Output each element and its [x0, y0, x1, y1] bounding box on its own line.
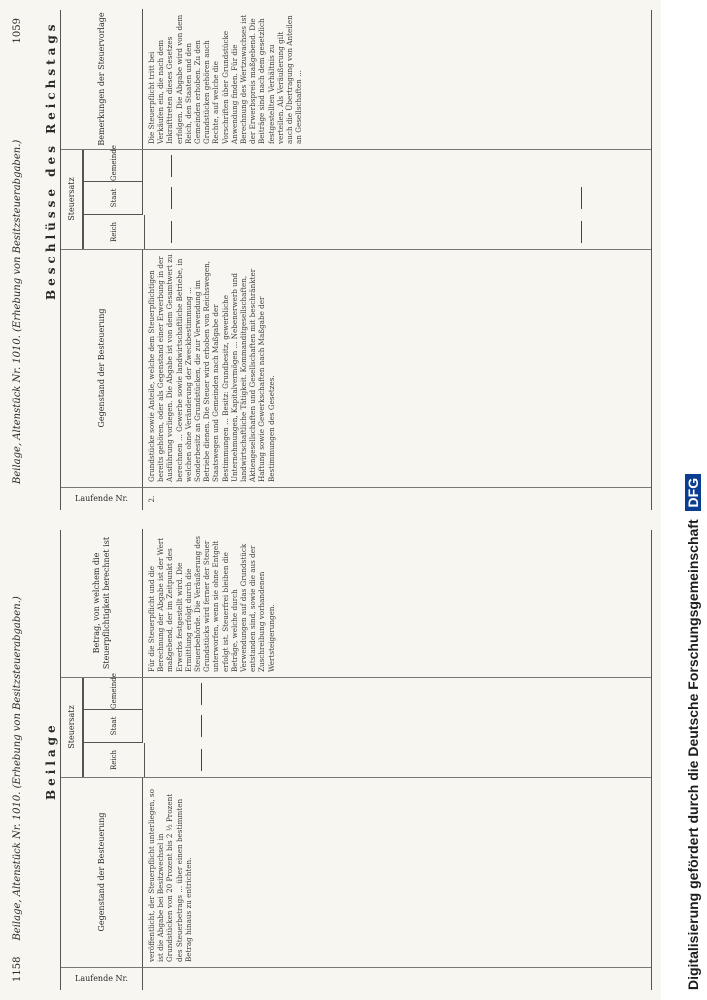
right-col-bemerkungen [61, 9, 651, 150]
left-gemeinde-head: Gemeinde [83, 677, 143, 710]
right-reich-head: Reich [83, 215, 145, 249]
right-bemerkungen-text: Die Steuerpflicht tritt bei Verkäufen ein, die nach dem Inkrafttreten dieses Gesetzes erfolgen. Die Abgabe wird von dem Reich, den Staaten und den Gemeinden erhoben. Zu den Grundstücken gehören auch Rechte, auf welche die Vorschriften über Grundstücke Anwendung finden. Für die Berechnung des Wertzuwachses ist der Erwerbspreis maßgebend. Die Beiträge sind nach dem gesetzlich festgestellten Verhältnis zu verteilen. Als Veräußerung gilt auch die Übertragung von Anteilen an Gesellschaften ... [147, 14, 304, 144]
left-gemeinde-dash [201, 683, 202, 705]
left-table [60, 530, 652, 990]
right-gemeinde-dash [171, 155, 172, 177]
right-steuersatz-head: Steuersatz [61, 149, 83, 249]
right-staat-dash [171, 187, 172, 209]
right-staat-dash-2 [581, 187, 582, 209]
dfg-logo-badge: DFG [685, 474, 701, 512]
dfg-credit-label: Digitalisierung gefördert durch die Deutsche Forschungsgemeinschaft [685, 519, 701, 990]
left-staat-dash [201, 715, 202, 737]
right-gemeinde-head: Gemeinde [83, 149, 143, 182]
left-gegenstand-text: veröffentlicht, der Steuerpflicht unterliegen, so ist die Abgabe bei Besitzwechsel in Grundstücken von 20 Prozent bis 2 ½ Prozent des Steuerbetrags ... über einen bestimmten Betrag hinaus zu entrichten. [147, 789, 193, 962]
page-header [8, 18, 26, 982]
left-reich-head: Reich [83, 743, 145, 777]
left-betrag-text: Für die Steuerpflicht und die Berechnung der Abgabe ist der Wert maßgebend, der im Zeitpunkt des Erwerbs festgestellt wird. Die Ermittlung erfolgt durch die Steuerbehörde. Die Veräußerung des Grundstücks wird ferner der Steuer unterworfen, wenn sie ohne Entgelt erfolgt ist. Steuerfrei bleiben die Beträge, welche durch Verwendungen auf das Grundstück entstanden sind, sowie die aus der Zuschreibung vorhandenen Wertsteigerungen. [147, 536, 276, 672]
right-reich-dash [171, 221, 172, 243]
right-staat-head: Staat [83, 182, 143, 215]
dfg-credit-text [685, 10, 701, 990]
right-col-nr-head: Laufende Nr. [61, 488, 143, 510]
left-col-betrag-head: Betrag, von welchem die Steuerpflichtigkeit berechnet ist [61, 529, 143, 677]
right-reich-dash-2 [581, 221, 582, 243]
left-running-title: Beilage, Altenstück Nr. 1010. (Erhebung von Besitzsteuerabgaben.) [11, 596, 23, 941]
left-reich-dash [201, 749, 202, 771]
left-col-gegenstand [61, 777, 651, 968]
right-page-number: 1059 [11, 18, 23, 44]
right-running-title: Beilage, Altenstück Nr. 1010. (Erhebung von Besitzsteuerabgaben.) [11, 139, 23, 484]
left-half-title: Beilage [44, 721, 58, 800]
left-col-betrag [61, 529, 651, 678]
right-col-gegenstand [61, 249, 651, 488]
left-col-nr-head: Laufende Nr. [61, 968, 143, 990]
right-gegenstand-text: Grundstücke sowie Anteile, welche dem Steuerpflichtigen bereits gehören, oder als Gegenstand einer Erwerbung in der Ausführung vorliegen. Die Abgabe ist von dem Gesamtwert zu berechnen ... Gewerbe sowie landwirtschaftliche Betriebe, in welchen ohne Veränderung der Zweckbestimmung ... Sonderbesitz an Grundstücken, die zur Verwendung im Betriebe dienen. Die Steuer wird erhoben von Reichswegen, Staatswegen und Gemeinden nach Maßgabe der Bestimmungen ... Besitz: Grundbesitz, gewerbliche Unternehmungen, Kapitalvermögen ... Nebenerwerb und landwirtschaftliche Tätigkeit. Kommanditgesellschaften, Aktiengesellschaften und Gesellschaften mit beschränkter Haftung sowie Gewerkschaften nach Maßgabe der Bestimmungen des Gesetzes. [147, 254, 276, 482]
right-row-number: 2. [147, 495, 156, 503]
left-steuersatz-head: Steuersatz [61, 677, 83, 777]
left-col-steuersatz [61, 673, 651, 778]
right-half-title: Beschlüsse des Reichstags [44, 20, 58, 300]
right-table [60, 10, 652, 510]
right-col-nr [61, 488, 651, 510]
left-staat-head: Staat [83, 710, 143, 743]
right-col-steuersatz [61, 145, 651, 250]
dfg-credit-bar [661, 0, 707, 1000]
left-col-gegenstand-head: Gegenstand der Besteuerung [61, 777, 143, 967]
right-col-bemerkungen-head: Bemerkungen der Steuervorlage [61, 9, 143, 149]
left-page-number: 1158 [11, 956, 23, 982]
right-col-gegenstand-head: Gegenstand der Besteuerung [61, 249, 143, 487]
left-col-nr [61, 968, 651, 990]
